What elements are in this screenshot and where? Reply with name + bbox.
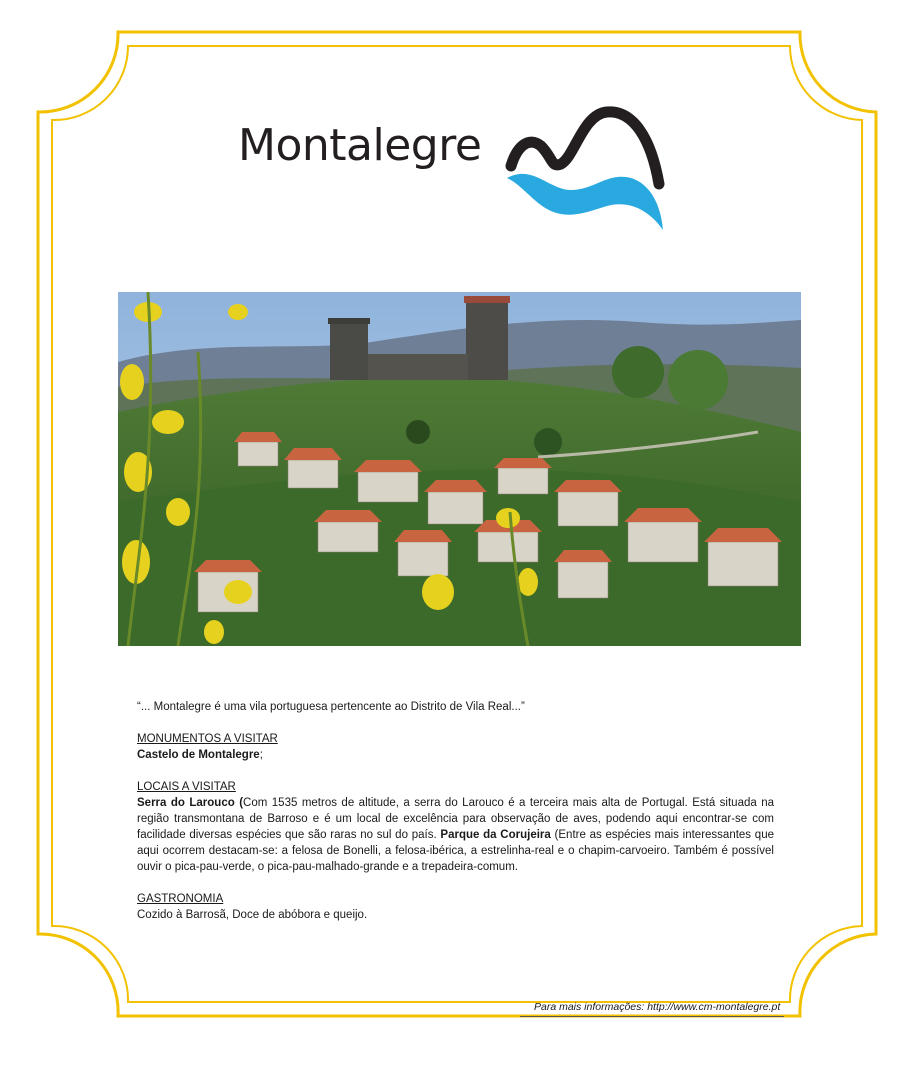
intro-quote: “... Montalegre é uma vila portuguesa pertencente ao Distrito de Vila Real...” (137, 701, 525, 713)
village-castle-photo (118, 292, 801, 646)
section-monumentos (137, 731, 774, 763)
logo-text: Montalegre (238, 120, 482, 171)
montalegre-logo (238, 106, 668, 236)
gastronomia-heading: GASTRONOMIA (137, 893, 224, 905)
section-locais (137, 779, 774, 875)
monumentos-item: Castelo de Montalegre (137, 749, 260, 761)
monumentos-suffix: ; (259, 749, 263, 761)
locais-paragraph (137, 795, 774, 875)
footer-divider (520, 1016, 784, 1017)
footer-more-info: Para mais informações: http://www.cm-montalegre.pt (534, 1001, 781, 1013)
parque-text: (Entre as espécies mais interessantes que aqui ocorrem destacam-se: a felosa de Bonelli, a felosa-ibérica, a estrelinha-real e o chapim-carvoeiro. Também é possível ouvir o pica-pau-verde, o pica-pau-malhado-grande e a trepadeira-comum. (137, 829, 774, 873)
gastronomia-text: Cozido à Barrosã, Doce de abóbora e queijo. (137, 909, 368, 921)
mountain-wave-icon (503, 106, 668, 236)
article-body (137, 699, 774, 939)
serra-text: Com 1535 metros de altitude, a serra do Larouco é a terceira mais alta de Portugal. Está situada na região transmontana de Barroso e é um local de excelência para observação de aves, podendo aqui encontrar-se com facilidade diversas espécies que são raras no sul do país. (137, 797, 775, 841)
parque-name: Parque da Corujeira (440, 829, 551, 841)
section-gastronomia (137, 891, 774, 923)
serra-name: Serra do Larouco ( (137, 797, 244, 809)
monumentos-heading: MONUMENTOS A VISITAR (137, 733, 278, 745)
locais-heading: LOCAIS A VISITAR (137, 781, 236, 793)
